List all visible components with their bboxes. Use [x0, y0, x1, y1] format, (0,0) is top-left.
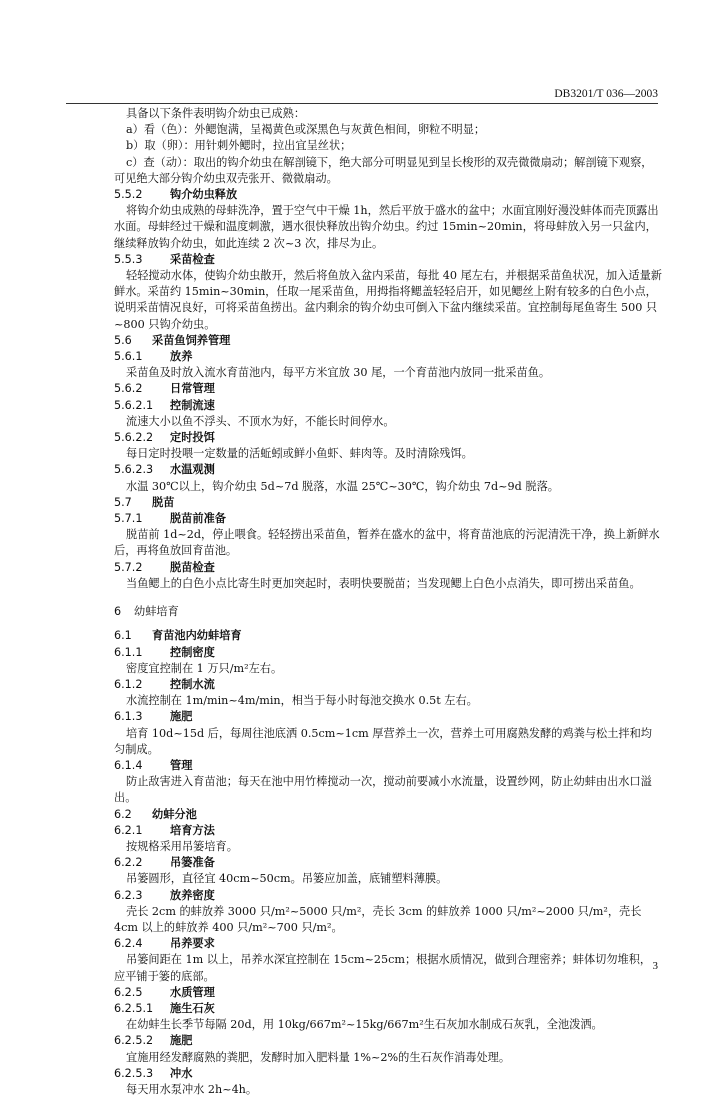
section-title: 日常管理 [170, 382, 215, 396]
section-number: 5.6.1 [114, 350, 143, 364]
section-title: 水质管理 [170, 985, 215, 999]
section-title: 钩介幼虫释放 [170, 188, 238, 202]
section-heading [114, 333, 662, 349]
section-heading [114, 936, 662, 952]
section-number: 6.2.4 [114, 937, 143, 951]
paragraph: 流速大小以鱼不浮头、不顶水为好，不能长时间停水。 [126, 414, 395, 428]
section-heading [114, 758, 662, 774]
section-title: 施肥 [170, 710, 193, 724]
section-title: 控制密度 [170, 645, 215, 659]
section-heading [114, 462, 662, 478]
section-title: 采苗鱼饲养管理 [152, 333, 231, 347]
paragraph: 壳长 2cm 的蚌放养 3000 只/m²~5000 只/m²，壳长 3cm 的蚌放养 1000 只/m²~2000 只/m²，壳长 4cm 以上的蚌放养 400 只/m²~700 只/m²。 [114, 904, 642, 934]
paragraph: 吊篓圆形，直径宜 40cm~50cm。吊篓应加盖，底铺塑料薄膜。 [126, 872, 448, 886]
section-heading [114, 1033, 662, 1049]
section-heading [114, 1066, 662, 1082]
section-heading [114, 709, 662, 725]
section-heading [114, 677, 662, 693]
section-number: 6.1.2 [114, 677, 143, 691]
section-heading [114, 381, 662, 397]
section-title: 冲水 [170, 1066, 193, 1080]
section-title: 吊篓准备 [170, 856, 215, 870]
section-number: 5.7.1 [114, 512, 143, 526]
section-title: 培育方法 [170, 823, 215, 837]
section-title: 管理 [170, 758, 193, 772]
paragraph: 密度宜控制在 1 万只/m²左右。 [126, 661, 283, 675]
section-title: 定时投饵 [170, 431, 215, 445]
section-title: 放养密度 [170, 888, 215, 902]
paragraph: 将钩介幼虫成熟的母蚌洗净，置于空气中干燥 1h，然后平放于盛水的盆中；水面宜刚好漫没蚌体而壳顶露出水面。母蚌经过干燥和温度刺激，遇水很快释放出钩介幼虫。约过 15min~20min，将母蚌放入另一只盆内，继续释放钩介幼虫，如此连续 2 次~3 次，排尽为止。 [114, 204, 659, 250]
section-number: 5.6.2.2 [114, 431, 154, 445]
paragraph: 当鱼鳃上的白色小点比寄生时更加突起时，表明快要脱苗；当发现鳃上白色小点消失，即可捞出采苗鱼。 [126, 576, 641, 590]
page-number: 3 [652, 960, 658, 972]
paragraph: 培育 10d~15d 后，每周往池底洒 0.5cm~1cm 厚营养土一次，营养土可用腐熟发酵的鸡粪与松土拌和均匀制成。 [114, 726, 652, 756]
chapter-heading [114, 604, 662, 620]
paragraph: 每天用水泵冲水 2h~4h。 [126, 1082, 258, 1096]
section-number: 6.2.5.1 [114, 1001, 154, 1015]
section-title: 采苗检查 [170, 252, 215, 266]
section-heading [114, 1001, 662, 1017]
section-heading [114, 495, 662, 511]
document-body [114, 106, 662, 1098]
section-title: 控制水流 [170, 677, 215, 691]
paragraph: 在幼蚌生长季节每隔 20d，用 10kg/667m²~15kg/667m²生石灰加水制成石灰乳，全池泼洒。 [126, 1018, 603, 1032]
section-title: 控制流速 [170, 398, 215, 412]
section-title: 施生石灰 [170, 1001, 215, 1015]
section-number: 5.5.2 [114, 188, 143, 202]
section-number: 5.6.2 [114, 382, 143, 396]
paragraph: c）查（动）：取出的钩介幼虫在解剖镜下，绝大部分可明显见到呈长梭形的双壳微微扇动；解剖镜下观察，可见绝大部分钩介幼虫双壳张开、微微扇动。 [114, 155, 653, 185]
section-number: 6.2.5.3 [114, 1066, 154, 1080]
section-number: 5.6 [114, 333, 132, 347]
paragraph: a）看（色）：外鳃饱满，呈褐黄色或深黑色与灰黄色相间，卵粒不明显； [126, 123, 486, 137]
paragraph: 脱苗前 1d~2d，停止喂食。轻轻捞出采苗鱼，暂养在盛水的盆中，将育苗池底的污泥清洗干净，换上新鲜水后，再将鱼放回育苗池。 [114, 528, 660, 558]
section-heading [114, 888, 662, 904]
section-number: 6.2.5 [114, 985, 143, 999]
section-heading [114, 187, 662, 203]
paragraph: 防止敌害进入育苗池；每天在池中用竹棒搅动一次，搅动前要减小水流量，设置纱网，防止幼蚌由出水口溢出。 [114, 775, 652, 805]
section-heading [114, 855, 662, 871]
paragraph: 采苗鱼及时放入流水育苗池内，每平方米宜放 30 尾，一个育苗池内放同一批采苗鱼。 [126, 366, 551, 380]
section-number: 5.7 [114, 495, 132, 509]
section-title: 放养 [170, 350, 193, 364]
section-heading [114, 560, 662, 576]
paragraph: 水流控制在 1m/min~4m/min，相当于每小时每池交换水 0.5t 左右。 [126, 694, 478, 708]
section-heading [114, 252, 662, 268]
section-title: 育苗池内幼蚌培育 [152, 629, 242, 643]
section-heading [114, 807, 662, 823]
section-heading [114, 511, 662, 527]
section-number: 6.2.1 [114, 823, 143, 837]
section-number: 6.1.1 [114, 645, 143, 659]
section-number: 5.7.2 [114, 560, 143, 574]
paragraph: 按规格采用吊篓培育。 [126, 839, 238, 853]
section-number: 5.6.2.3 [114, 463, 154, 477]
paragraph: 每日定时投喂一定数量的活蚯蚓或鲜小鱼虾、蚌肉等。及时清除残饵。 [126, 447, 473, 461]
section-number: 6.2.3 [114, 888, 143, 902]
chapter-number: 6 [114, 605, 122, 619]
section-number: 6.1 [114, 629, 132, 643]
section-number: 5.6.2.1 [114, 398, 154, 412]
chapter-title: 幼蚌培育 [134, 605, 179, 619]
section-heading [114, 985, 662, 1001]
section-title: 吊养要求 [170, 937, 215, 951]
paragraph: 轻轻搅动水体，使钩介幼虫散开，然后将鱼放入盆内采苗，每批 40 尾左右，并根据采苗鱼状况，加入适量新鲜水。采苗约 15min~30min，任取一尾采苗鱼，用拇指将鳃盖轻轻启开，如见鳃丝上附有较多的白色小点，说明采苗情况良好，可将采苗鱼捞出。盆内剩余的钩介幼虫可倒入下盆内继续采苗。宜控制每尾鱼寄生 500 只~800 只钩介幼虫。 [114, 269, 662, 331]
paragraph: 宜施用经发酵腐熟的粪肥，发酵时加入肥料量 1%~2%的生石灰作消毒处理。 [126, 1050, 511, 1064]
section-number: 5.5.3 [114, 252, 143, 266]
section-title: 脱苗检查 [170, 560, 215, 574]
section-number: 6.2.5.2 [114, 1034, 154, 1048]
paragraph: 水温 30℃以上，钩介幼虫 5d~7d 脱落，水温 25℃~30℃，钩介幼虫 7d~9d 脱落。 [126, 479, 559, 493]
section-number: 6.1.3 [114, 710, 143, 724]
section-heading [114, 823, 662, 839]
document-code: DB3201/T 036—2003 [554, 88, 658, 100]
section-number: 6.1.4 [114, 758, 143, 772]
section-title: 幼蚌分池 [152, 807, 197, 821]
section-title: 脱苗前准备 [170, 512, 226, 526]
section-title: 脱苗 [152, 495, 175, 509]
section-number: 6.2.2 [114, 856, 143, 870]
section-title: 水温观测 [170, 463, 215, 477]
section-heading [114, 430, 662, 446]
section-heading [114, 398, 662, 414]
section-title: 施肥 [170, 1034, 193, 1048]
paragraph: 具备以下条件表明钩介幼虫已成熟： [126, 107, 306, 120]
section-heading [114, 628, 662, 644]
header-rule [66, 103, 658, 104]
paragraph: 吊篓间距在 1m 以上，吊养水深宜控制在 15cm~25cm；根据水质情况，做到合理密养；蚌体切勿堆积，应平铺于篓的底部。 [114, 953, 652, 983]
paragraph: b）取（卵）：用针刺外鳃时，拉出宜呈丝状； [126, 139, 352, 153]
section-heading [114, 645, 662, 661]
section-heading [114, 349, 662, 365]
section-number: 6.2 [114, 807, 132, 821]
